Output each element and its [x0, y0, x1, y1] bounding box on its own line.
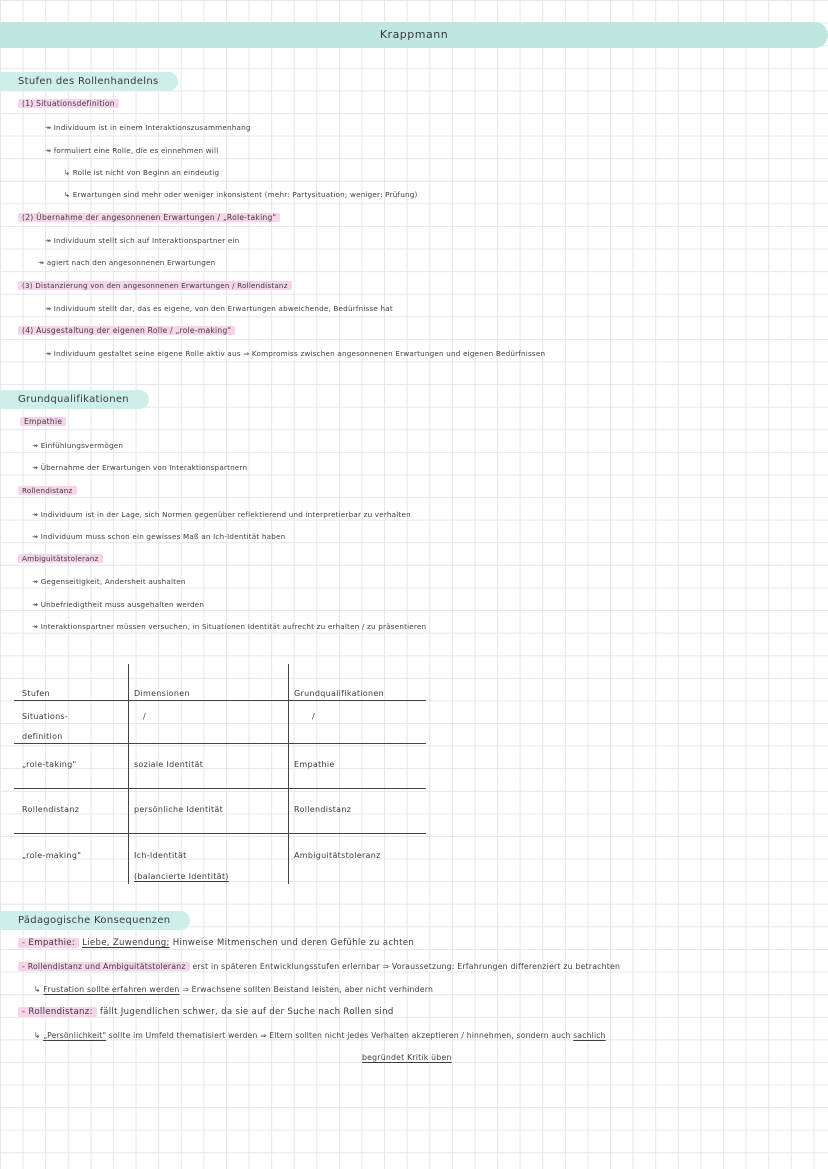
paed-line-2	[18, 962, 620, 971]
paed-empathie-keyword: Liebe, Zuwendung;	[82, 938, 170, 948]
table-vline-1	[128, 664, 129, 884]
stufe-1-label: (1) Situationsdefinition	[18, 99, 119, 108]
section-heading-paedagogische-konsequenzen: Pädagogische Konsequenzen	[0, 911, 190, 930]
section-heading-stufen: Stufen des Rollenhandelns	[0, 72, 178, 91]
table-cell-r2-qualifikation: Empathie	[294, 760, 335, 769]
stufe-1-sub-2: ↳ Erwartungen sind mehr oder weniger inkonsistent (mehr: Partysituation; weniger: Prüfung)	[64, 190, 418, 199]
paed-rollendistanz-ambig-label: - Rollendistanz und Ambiguitätstoleranz	[18, 962, 190, 971]
paed-sachlich-keyword: sachlich	[573, 1031, 606, 1040]
rollendistanz-label: Rollendistanz	[18, 486, 77, 495]
table-cell-r4-dimension: Ich-Identität	[134, 851, 187, 860]
ambiguitaet-point-b: ↠ Unbefriedigtheit muss ausgehalten werden	[32, 600, 205, 609]
empathie-point-a: ↠ Einfühlungsvermögen	[32, 441, 124, 450]
paed-line-1	[18, 938, 414, 948]
table-cell-r3-qualifikation: Rollendistanz	[294, 805, 352, 814]
table-hline-2	[14, 788, 426, 789]
stufe-2-point-b: ↠ agiert nach den angesonnenen Erwartungen	[38, 258, 216, 267]
rollendistanz-point-a: ↠ Individuum ist in der Lage, sich Normen gegenüber reflektierend und interpretierbar zu verhalten	[32, 510, 411, 519]
stufe-1-point-b: ↠ formuliert eine Rolle, die es einnehmen will	[45, 146, 219, 155]
table-cell-r1-stufe-1: Situations-	[22, 712, 69, 721]
ambiguitaet-point-a: ↠ Gegenseitigkeit, Andersheit aushalten	[32, 577, 186, 586]
table-hline-3	[14, 833, 426, 834]
table-vline-2	[288, 664, 289, 884]
table-cell-r4-qualifikation: Ambiguitätstoleranz	[294, 851, 381, 860]
paed-frustration-keyword: Frustation sollte erfahren werden	[43, 985, 180, 994]
stufe-2-point-a: ↠ Individuum stellt sich auf Interaktionspartner ein	[45, 236, 240, 245]
ambiguitaetstoleranz-label: Ambiguitätstoleranz	[18, 554, 103, 563]
stufe-1-point-a: ↠ Individuum ist in einem Interaktionszusammenhang	[45, 123, 251, 132]
paed-empathie-text: Hinweise Mitmenschen und deren Gefühle zu achten	[172, 938, 415, 948]
paed-rollendistanz-label: - Rollendistanz:	[18, 1007, 97, 1017]
table-header-grundqualifikationen: Grundqualifikationen	[294, 689, 384, 698]
stufe-3-point-a: ↠ Individuum stellt dar, das es eigene, von den Erwartungen abweichende, Bedürfnisse hat	[45, 304, 393, 313]
table-cell-r3-stufe: Rollendistanz	[22, 805, 80, 814]
table-cell-r4-stufe: „role-making"	[22, 851, 82, 860]
section-heading-grundqualifikationen: Grundqualifikationen	[0, 390, 149, 409]
empathie-point-b: ↠ Übernahme der Erwartungen von Interaktionspartnern	[32, 463, 248, 472]
rollendistanz-point-b: ↠ Individuum muss schon ein gewisses Maß an Ich-Identität haben	[32, 532, 286, 541]
table-cell-r1-qualifikation: /	[312, 712, 315, 721]
table-cell-r4-dimension-note: (balancierte Identität)	[134, 872, 229, 881]
table-cell-r1-dimension: /	[143, 712, 146, 721]
table-cell-r2-dimension: soziale Identität	[134, 760, 204, 769]
paed-line-5	[34, 1031, 606, 1040]
paed-arrow-2: ↳	[34, 1031, 41, 1040]
stufe-4-point-a: ↠ Individuum gestaltet seine eigene Rolle aktiv aus ⇒ Kompromiss zwischen angesonnenen Erwartungen und eigenen Bedürfnissen	[45, 349, 546, 358]
table-cell-r2-stufe: „role-taking"	[22, 760, 77, 769]
paed-frustration-text: ⇒ Erwachsene sollten Beistand leisten, aber nicht verhindern	[182, 985, 434, 994]
empathie-label: Empathie	[20, 417, 66, 426]
table-header-stufen: Stufen	[22, 689, 50, 698]
stufe-4-label: (4) Ausgestaltung der eigenen Rolle / „role-making"	[18, 326, 235, 335]
ambiguitaet-point-c: ↠ Interaktionspartner müssen versuchen, in Situationen Identität aufrecht zu erhalten / zu präsentieren	[32, 622, 427, 631]
stufe-1-sub-1: ↳ Rolle ist nicht von Beginn an eindeutig	[64, 168, 220, 177]
table-cell-r1-stufe-2: definition	[22, 732, 63, 741]
paed-rollendistanz-ambig-text: erst in späteren Entwicklungsstufen erlernbar ⇒ Voraussetzung: Erfahrungen differenziert zu betrachten	[192, 962, 621, 971]
stufe-2-label: (2) Übernahme der angesonnenen Erwartungen / „Role-taking"	[18, 213, 280, 222]
paed-line-3	[34, 985, 433, 994]
paed-persoenlichkeit-keyword: „Persönlichkeit"	[43, 1031, 107, 1040]
table-hline-1	[14, 743, 426, 744]
paed-persoenlichkeit-text: sollte im Umfeld thematisiert werden ⇒ Eltern sollten nicht jedes Verhalten akzeptieren / hinnehmen, sondern auch	[108, 1031, 571, 1040]
paed-arrow-1: ↳	[34, 985, 41, 994]
table-hline-header	[14, 700, 426, 701]
table-header-dimensionen: Dimensionen	[134, 689, 190, 698]
paed-rollendistanz-text: fällt Jugendlichen schwer, da sie auf der Suche nach Rollen sind	[99, 1007, 394, 1017]
paed-empathie-label: - Empathie:	[18, 938, 79, 948]
table-cell-r3-dimension: persönliche Identität	[134, 805, 224, 814]
paed-line-6: begründet Kritik üben	[362, 1053, 452, 1062]
stufe-3-label: (3) Distanzierung von den angesonnenen Erwartungen / Rollendistanz	[18, 281, 292, 290]
page-title: Krappmann	[379, 28, 449, 41]
paed-line-4	[18, 1007, 394, 1017]
